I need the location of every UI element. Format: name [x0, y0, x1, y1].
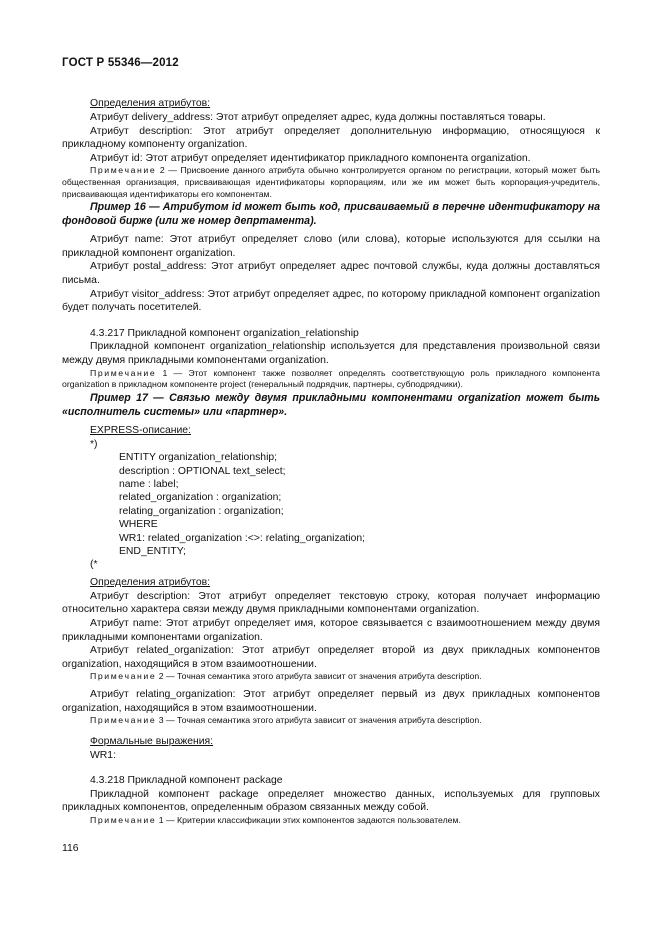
formal-expressions-heading: Формальные выражения:	[90, 735, 214, 747]
code-line: description : OPTIONAL text_select;	[119, 465, 286, 477]
code-close: (*	[90, 559, 98, 571]
note	[62, 715, 600, 727]
note-label: Примечание	[90, 671, 157, 682]
paragraph: Атрибут description: Этот атрибут определяет дополнительную информацию, относящуюся к прикладному компоненту organization.	[62, 125, 600, 151]
paragraph: Атрибут relating_organization: Этот атрибут определяет первый из двух прикладных компонентов organization, находящийся в этом взаимоотношении.	[62, 688, 600, 714]
paragraph: Атрибут name: Этот атрибут определяет слово (или слова), которые используются для ссылки на прикладной компонент organization.	[62, 234, 600, 259]
paragraph: Атрибут id: Этот атрибут определяет идентификатор прикладного компонента organization.	[90, 152, 531, 164]
document-page	[62, 57, 600, 827]
code-line: END_ENTITY;	[119, 545, 186, 557]
formal-expression-wr1: WR1:	[90, 749, 116, 761]
note-text: 2 — Присвоение данного атрибута обычно контролируется органом по регистрации, который может быть общественная организация, присваивающая идентификаторы корпорациям, или же им может быть корпорация-учредитель, присваивающая идентификаторы его компонентам.	[62, 165, 600, 199]
code-line: ENTITY organization_relationship;	[119, 452, 278, 464]
code-line: WHERE	[119, 519, 158, 531]
paragraph: Атрибут delivery_address: Этот атрибут определяет адрес, куда должны поставляться товары.	[90, 112, 546, 123]
note-label: Примечание	[90, 715, 157, 726]
paragraph: Атрибут visitor_address: Этот атрибут определяет адрес, по которому прикладной компонент organization будет получать посетителей.	[62, 288, 600, 314]
express-heading: EXPRESS-описание:	[90, 424, 191, 436]
section-title: 4.3.217 Прикладной компонент organization_relationship	[90, 327, 359, 339]
note-text: 1 — Этот компонент также позволяет определять соответствующую роль прикладного компонента organization в прикладном компоненте project (генеральный подрядчик, партнеры, субподрядчики).	[62, 367, 600, 390]
note-text: 1 — Критерии классификации этих компонентов задаются пользователем.	[156, 815, 461, 826]
paragraph: Прикладной компонент organization_relationship используется для представления произвольной связи между двумя прикладными компонентами organization.	[62, 341, 600, 366]
attribute-definitions-heading: Определения атрибутов:	[90, 98, 211, 109]
note-label: Примечание	[90, 367, 157, 378]
code-line: related_organization : organization;	[119, 492, 282, 504]
code-line: relating_organization : organization;	[119, 505, 284, 517]
paragraph: Прикладной компонент package определяет множество данных, используемых для групповых прикладных компонентов, определенным образом связанных между собой.	[62, 788, 600, 814]
note	[62, 368, 600, 391]
note-text: 3 — Точная семантика этого атрибута зависит от значения атрибута description.	[156, 715, 482, 726]
code-line: name : label;	[119, 478, 179, 490]
code-line: WR1: related_organization :<>: relating_organization;	[119, 532, 366, 544]
note-label: Примечание	[90, 815, 157, 826]
page-number: 116	[62, 843, 79, 854]
note-text: 2 — Точная семантика этого атрибута зависит от значения атрибута description.	[156, 671, 482, 682]
note	[62, 815, 600, 827]
example: Пример 17 — Связью между двумя прикладными компонентами organization может быть «исполнитель системы» или «партнер».	[62, 391, 600, 418]
paragraph: Атрибут related_organization: Этот атрибут определяет второй из двух прикладных компонентов organization, находящийся в этом взаимоотношении.	[62, 645, 600, 670]
paragraph: Атрибут description: Этот атрибут определяет текстовую строку, которая получает информацию относительно характера связи между двумя прикладными компонентами organization.	[62, 590, 600, 616]
paragraph: Атрибут name: Этот атрибут определяет имя, которое связывается с взаимоотношением между двумя прикладными компонентами organization.	[62, 617, 600, 643]
section-title: 4.3.218 Прикладной компонент package	[90, 775, 283, 787]
paragraph: Атрибут postal_address: Этот атрибут определяет адрес почтовой службы, куда должны доставляться письма.	[62, 261, 600, 286]
note	[62, 671, 600, 683]
code-open: *)	[90, 438, 98, 450]
express-code-block	[62, 438, 600, 572]
document-header: ГОСТ Р 55346—2012	[62, 57, 179, 69]
note	[62, 165, 600, 200]
example: Пример 16 — Атрибутом id может быть код, присваиваемый в перечне идентификатору на фондовой бирже (или же номер депртамента).	[62, 201, 600, 228]
note-label: Примечание	[90, 165, 157, 176]
attribute-definitions-heading: Определения атрибутов:	[90, 576, 211, 588]
